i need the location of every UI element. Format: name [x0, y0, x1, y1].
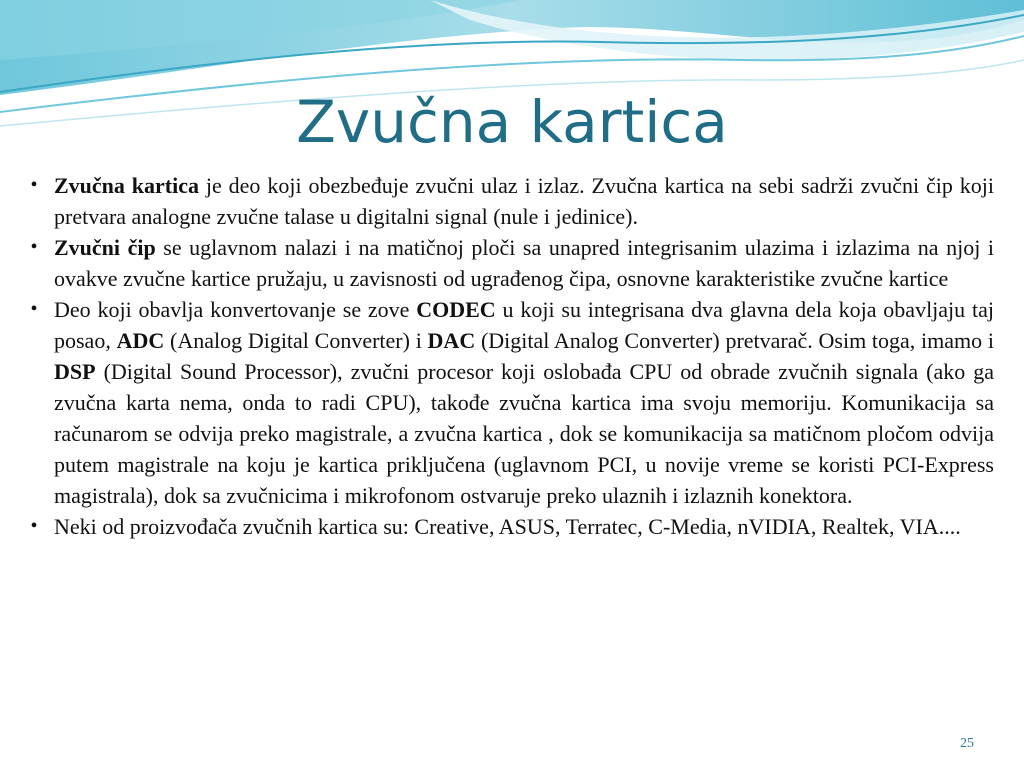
bullet-list [22, 170, 994, 542]
bullet-text: (Digital Analog Converter) pretvarač. Osim toga, imamo i [475, 328, 994, 353]
bullet-dot-icon: • [30, 174, 38, 196]
bullet-bold-term: CODEC [416, 297, 496, 322]
bullet-item [22, 232, 994, 294]
bullet-item [22, 170, 994, 232]
bullet-text: se uglavnom nalazi i na matičnoj ploči sa unapred integrisanim ulazima i izlazima na njoj i ovakve zvučne kartice pružaju, u zavisnosti od ugrađenog čipa, osnovne karakteristike zvučne kartice [54, 235, 994, 291]
bullet-dot-icon: • [30, 298, 38, 320]
slide-number: 25 [960, 736, 974, 751]
bullet-text: (Digital Sound Processor), zvučni procesor koji oslobađa CPU od obrade zvučnih signala (ako ga zvučna karta nema, onda to radi CPU), takođe zvučna kartica ima svoju memoriju. Komunikacija sa računarom se odvija preko magistrale, a zvučna kartica , dok se komunikacija sa matičnom pločom odvija putem magistrale na koju je kartica priključena (uglavnom PCI, u novije vreme se koristi PCI-Express magistrala), dok sa zvučnicima i mikrofonom ostvaruje preko ulaznih i izlaznih konektora. [54, 359, 994, 508]
bullet-bold-term: Zvučni čip [54, 235, 156, 260]
bullet-text: je deo koji obezbeđuje zvučni ulaz i izlaz. Zvučna kartica na sebi sadrži zvučni čip koji pretvara analogne zvučne talase u digitalni signal (nule i jedinice). [54, 173, 994, 229]
bullet-bold-term: DSP [54, 359, 96, 384]
bullet-item [22, 511, 994, 542]
bullet-text: (Analog Digital Converter) i [164, 328, 428, 353]
bullet-text: Deo koji obavlja konvertovanje se zove [54, 297, 417, 322]
bullet-text: u koji su integrisana dva glavna dela koja obavljaju taj posao, [54, 297, 994, 353]
bullet-item [22, 294, 994, 511]
slide-title: Zvučna kartica [296, 88, 728, 156]
bullet-bold-term: DAC [427, 328, 476, 353]
bullet-text: Neki od proizvođača zvučnih kartica su: Creative, ASUS, Terratec, C-Media, nVIDIA, Realtek, VIA.... [54, 514, 961, 539]
bullet-dot-icon: • [30, 515, 38, 537]
bullet-dot-icon: • [30, 236, 38, 258]
bullet-bold-term: Zvučna kartica [54, 173, 200, 198]
bullet-bold-term: ADC [116, 328, 165, 353]
